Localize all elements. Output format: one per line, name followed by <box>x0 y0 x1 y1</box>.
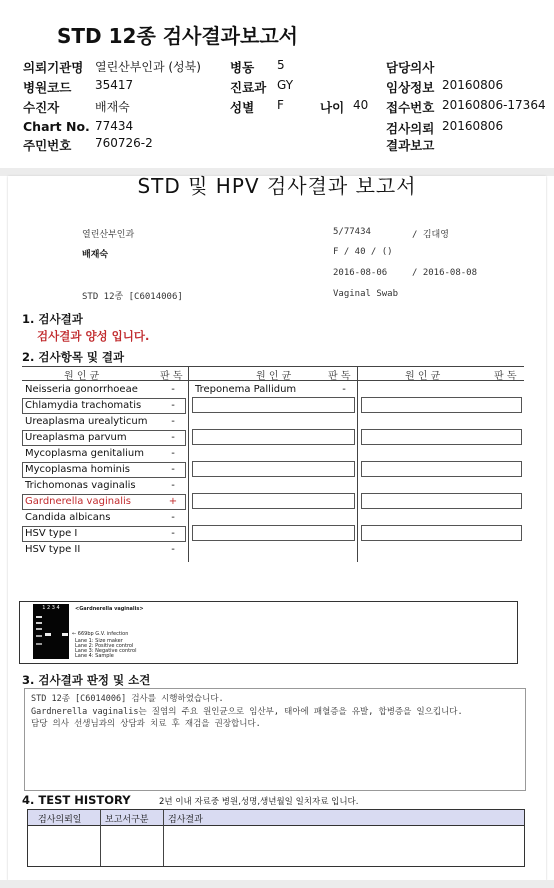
value-clinical-info: 20160806 <box>442 78 504 92</box>
info-specimen: Vaginal Swab <box>333 289 399 299</box>
gel-legend-item: Lane 2: Positive control <box>75 643 134 649</box>
col1-judg-header: 판 독 <box>160 371 183 382</box>
info-sex-age: F / 40 / () <box>333 247 393 257</box>
history-col-result: 검사결과 <box>168 815 203 825</box>
col3-judg-header: 판 독 <box>494 371 517 382</box>
label-doctor: 담당의사 <box>386 60 435 75</box>
organism-result: + <box>168 496 178 507</box>
gel-legend-item: Lane 1: Size maker <box>75 638 123 644</box>
empty-result-box <box>192 525 355 541</box>
col-divider-2 <box>357 366 358 562</box>
history-table <box>27 809 525 867</box>
label-ward: 병동 <box>230 60 255 75</box>
label-hospital-code: 병원코드 <box>23 80 72 95</box>
organism-result: - <box>171 448 175 459</box>
organism-name: Mycoplasma genitalium <box>25 448 144 459</box>
organism-result: - <box>171 432 175 443</box>
label-age: 나이 <box>320 100 345 115</box>
organism-result: - <box>171 512 175 523</box>
history-col-divider <box>100 810 101 866</box>
value-chart-no: 77434 <box>95 119 134 133</box>
col2-organism-treponema: Treponema Pallidum <box>195 384 297 395</box>
label-department: 진료과 <box>230 80 267 95</box>
organism-result: - <box>171 384 175 395</box>
history-note: 2년 이내 자료중 병원,성명,생년월일 일치자료 입니다. <box>159 797 359 807</box>
organism-name: Gardnerella vaginalis <box>25 496 131 507</box>
empty-result-box <box>361 525 522 541</box>
col2-header: 원 인 균 <box>256 371 292 382</box>
organism-name: Mycoplasma hominis <box>25 464 130 475</box>
empty-result-box <box>361 397 522 413</box>
empty-result-box <box>192 493 355 509</box>
summary-header <box>0 0 554 168</box>
col2-result-treponema: - <box>342 384 346 395</box>
value-ward: 5 <box>277 58 285 72</box>
col1-header: 원 인 균 <box>64 371 100 382</box>
gel-title: <Gardnerella vaginalis> <box>75 606 144 612</box>
col3-header: 원 인 균 <box>405 371 441 382</box>
value-receipt-no: 20160806-17364 <box>442 98 546 112</box>
label-request-date: 검사의뢰 <box>386 121 435 136</box>
info-date-received: 2016-08-06 <box>333 268 388 278</box>
label-result-report: 결과보고 <box>386 138 435 153</box>
label-patient: 수진자 <box>23 100 60 115</box>
empty-result-box <box>192 397 355 413</box>
value-patient: 배재숙 <box>95 100 130 114</box>
organism-name: Chlamydia trachomatis <box>25 400 142 411</box>
gel-band-label: ← 669bp G.V. infection <box>72 631 129 637</box>
empty-result-box <box>361 461 522 477</box>
label-clinic: 의뢰기관명 <box>23 60 84 75</box>
organism-result: - <box>171 528 175 539</box>
history-col-report-type: 보고서구분 <box>105 815 149 825</box>
organism-name: Ureaplasma parvum <box>25 432 127 443</box>
organism-name: HSV type I <box>25 528 78 539</box>
organism-result: - <box>171 400 175 411</box>
section4-title: 4. TEST HISTORY <box>22 793 131 807</box>
value-hospital-code: 35417 <box>95 78 134 92</box>
value-sex: F <box>277 98 284 112</box>
info-date-reported: / 2016-08-08 <box>412 268 478 278</box>
section1-title: 1. 검사결과 <box>22 312 83 326</box>
organism-name: Ureaplasma urealyticum <box>25 416 148 427</box>
history-col-divider <box>163 810 164 866</box>
section1-result: 검사결과 양성 입니다. <box>37 329 150 343</box>
organism-result: - <box>171 464 175 475</box>
info-chart: 5/77434 <box>333 227 371 237</box>
empty-result-box <box>361 429 522 445</box>
organism-name: Neisseria gonorrhoeae <box>25 384 138 395</box>
col-divider-1 <box>188 366 189 562</box>
judgement-box <box>24 688 526 791</box>
gel-legend <box>75 639 155 659</box>
organism-name: HSV type II <box>25 544 81 555</box>
label-chart-no: Chart No. <box>23 119 90 134</box>
value-age: 40 <box>353 98 369 112</box>
report-title: STD 및 HPV 검사결과 보고서 <box>137 174 417 198</box>
label-receipt-no: 접수번호 <box>386 100 435 115</box>
label-resident-no: 주민번호 <box>23 138 72 153</box>
info-patient: 배재숙 <box>82 250 109 260</box>
value-request-date: 20160806 <box>442 119 504 133</box>
section3-title: 3. 검사결과 판정 및 소견 <box>22 673 151 687</box>
info-test: STD 12종 [C6014006] <box>82 292 183 302</box>
value-department: GY <box>277 78 294 92</box>
bottom-band <box>0 880 554 888</box>
info-doctor: / 김대영 <box>412 230 449 240</box>
history-col-request-date: 검사의뢰일 <box>38 815 82 825</box>
judgement-line: STD 12종 [C6014006] 검사를 시행하였습니다. <box>31 694 224 704</box>
gel-legend-item: Lane 4: Sample <box>75 653 114 659</box>
gel-legend-item: Lane 3: Negative control <box>75 648 137 654</box>
col2-judg-header: 판 독 <box>328 371 351 382</box>
organism-result: - <box>171 416 175 427</box>
gel-lane-numbers: 1 2 3 4 <box>42 605 60 611</box>
organism-result: - <box>171 480 175 491</box>
value-resident-no: 760726-2 <box>95 136 153 150</box>
organism-name: Candida albicans <box>25 512 111 523</box>
judgement-line: Gardnerella vaginalis는 질염의 주요 원인균으로 임산부, 태아에 패혈증을 유발, 합병증을 일으킵니다. <box>31 707 463 717</box>
organism-result: - <box>171 544 175 555</box>
page-title: STD 12종 검사결과보고서 <box>57 24 298 48</box>
empty-result-box <box>361 493 522 509</box>
label-clinical-info: 임상정보 <box>386 80 435 95</box>
results-table <box>22 366 524 562</box>
info-clinic: 열린산부인과 <box>82 230 135 240</box>
value-clinic: 열린산부인과 (성북) <box>95 60 201 74</box>
organism-name: Trichomonas vaginalis <box>25 480 136 491</box>
section2-title: 2. 검사항목 및 결과 <box>22 350 125 364</box>
judgement-line: 담당 의사 선생님과의 상담과 치료 후 재검을 권장합니다. <box>31 719 261 729</box>
empty-result-box <box>192 429 355 445</box>
gel-image <box>33 604 69 659</box>
empty-result-box <box>192 461 355 477</box>
label-sex: 성별 <box>230 100 255 115</box>
history-header-row <box>28 810 524 826</box>
